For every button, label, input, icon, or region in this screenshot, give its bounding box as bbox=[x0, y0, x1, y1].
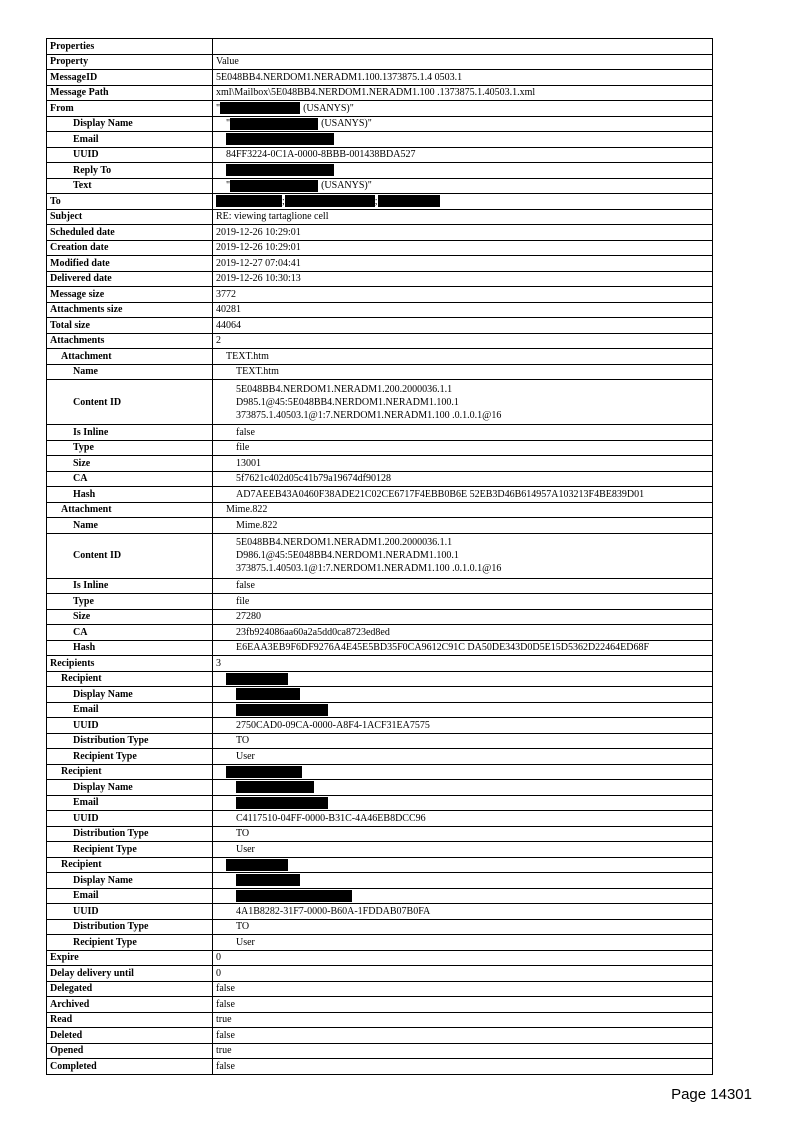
value-text: (USANYS)" bbox=[303, 102, 354, 114]
property-name: Type bbox=[47, 594, 213, 610]
table-row bbox=[47, 533, 713, 578]
table-row bbox=[47, 302, 713, 318]
property-name: UUID bbox=[47, 147, 213, 163]
property-value: Value bbox=[213, 54, 713, 70]
property-value: 3 bbox=[213, 656, 713, 672]
property-value: 2019-12-26 10:29:01 bbox=[213, 225, 713, 241]
table-row bbox=[47, 950, 713, 966]
property-value: true bbox=[213, 1012, 713, 1028]
value-text: (USANYS)" bbox=[321, 118, 372, 130]
table-row bbox=[47, 225, 713, 241]
property-name: Email bbox=[47, 132, 213, 148]
property-value: 40281 bbox=[213, 302, 713, 318]
property-name: Message Path bbox=[47, 85, 213, 101]
table-row bbox=[47, 287, 713, 303]
table-row bbox=[47, 240, 713, 256]
property-name: Subject bbox=[47, 209, 213, 225]
property-name: Name bbox=[47, 364, 213, 380]
property-name: Is Inline bbox=[47, 425, 213, 441]
property-name: Scheduled date bbox=[47, 225, 213, 241]
property-name: Recipient bbox=[47, 764, 213, 780]
property-name: CA bbox=[47, 625, 213, 641]
property-value: 0 bbox=[213, 966, 713, 982]
table-row bbox=[47, 163, 713, 179]
table-row bbox=[47, 1059, 713, 1075]
property-value: C4117510-04FF-0000-B31C-4A46EB8DCC96 bbox=[213, 811, 713, 827]
redaction-box bbox=[236, 781, 314, 793]
table-row bbox=[47, 54, 713, 70]
property-name: Attachments bbox=[47, 333, 213, 349]
table-row bbox=[47, 178, 713, 194]
property-value bbox=[213, 780, 713, 796]
table-row bbox=[47, 888, 713, 904]
property-value: TO bbox=[213, 733, 713, 749]
property-name: Hash bbox=[47, 640, 213, 656]
redaction-box bbox=[378, 195, 440, 207]
property-name: Email bbox=[47, 888, 213, 904]
property-value: 2019-12-26 10:29:01 bbox=[213, 240, 713, 256]
table-row bbox=[47, 966, 713, 982]
table-row bbox=[47, 640, 713, 656]
table-row bbox=[47, 318, 713, 334]
property-value: 27280 bbox=[213, 609, 713, 625]
property-name: Opened bbox=[47, 1043, 213, 1059]
property-value: false bbox=[213, 1059, 713, 1075]
redaction-box bbox=[285, 195, 375, 207]
table-row bbox=[47, 780, 713, 796]
table-row bbox=[47, 702, 713, 718]
property-name: Recipient bbox=[47, 671, 213, 687]
property-value: false bbox=[213, 425, 713, 441]
value-text: " bbox=[216, 102, 221, 114]
property-name: Deleted bbox=[47, 1028, 213, 1044]
table-row bbox=[47, 147, 713, 163]
property-name: Recipient bbox=[47, 857, 213, 873]
property-name: Archived bbox=[47, 997, 213, 1013]
table-row bbox=[47, 502, 713, 518]
table-row bbox=[47, 764, 713, 780]
redaction-box bbox=[236, 890, 352, 902]
property-name: To bbox=[47, 194, 213, 210]
table-row bbox=[47, 425, 713, 441]
table-row bbox=[47, 116, 713, 132]
property-value: AD7AEEB43A0460F38ADE21C02CE6717F4EBB0B6E 52EB3D46B614957A103213F4BE839D01 bbox=[213, 487, 713, 503]
property-value: 2 bbox=[213, 333, 713, 349]
table-row bbox=[47, 1043, 713, 1059]
property-value bbox=[213, 671, 713, 687]
property-value: User bbox=[213, 935, 713, 951]
redaction-box bbox=[226, 859, 288, 871]
table-row bbox=[47, 826, 713, 842]
property-name: Display Name bbox=[47, 687, 213, 703]
property-name: Read bbox=[47, 1012, 213, 1028]
property-name: Total size bbox=[47, 318, 213, 334]
property-value: file bbox=[213, 440, 713, 456]
table-row bbox=[47, 625, 713, 641]
redaction-box bbox=[220, 102, 300, 114]
table-row bbox=[47, 997, 713, 1013]
table-row bbox=[47, 440, 713, 456]
property-value: 3772 bbox=[213, 287, 713, 303]
table-row bbox=[47, 609, 713, 625]
table-row bbox=[47, 671, 713, 687]
property-name: Type bbox=[47, 440, 213, 456]
property-name: Content ID bbox=[47, 380, 213, 425]
property-name: Content ID bbox=[47, 533, 213, 578]
property-name: Display Name bbox=[47, 873, 213, 889]
page-number: Page 14301 bbox=[671, 1086, 752, 1103]
property-value bbox=[213, 132, 713, 148]
property-name: Distribution Type bbox=[47, 826, 213, 842]
property-name: UUID bbox=[47, 811, 213, 827]
property-name: Message size bbox=[47, 287, 213, 303]
property-name: Properties bbox=[47, 39, 213, 55]
table-row bbox=[47, 873, 713, 889]
property-value: false bbox=[213, 1028, 713, 1044]
table-row bbox=[47, 70, 713, 86]
table-row bbox=[47, 380, 713, 425]
property-value bbox=[213, 687, 713, 703]
value-text: " bbox=[226, 180, 231, 192]
property-value: RE: viewing tartaglione cell bbox=[213, 209, 713, 225]
property-value: file bbox=[213, 594, 713, 610]
table-row bbox=[47, 749, 713, 765]
property-name: Recipient Type bbox=[47, 842, 213, 858]
redaction-box bbox=[236, 797, 328, 809]
property-value: 0 bbox=[213, 950, 713, 966]
property-value bbox=[213, 163, 713, 179]
table-row bbox=[47, 209, 713, 225]
table-row bbox=[47, 194, 713, 210]
property-value bbox=[213, 116, 713, 132]
property-value bbox=[213, 795, 713, 811]
redaction-box bbox=[236, 704, 328, 716]
property-name: Recipient Type bbox=[47, 935, 213, 951]
property-value: Mime.822 bbox=[213, 502, 713, 518]
property-value: 23fb924086aa60a2a5dd0ca8723ed8ed bbox=[213, 625, 713, 641]
property-name: Email bbox=[47, 702, 213, 718]
property-value bbox=[213, 194, 713, 210]
property-name: Display Name bbox=[47, 116, 213, 132]
value-text: (USANYS)" bbox=[321, 180, 372, 192]
table-row bbox=[47, 919, 713, 935]
property-name: Completed bbox=[47, 1059, 213, 1075]
property-value: false bbox=[213, 997, 713, 1013]
table-row bbox=[47, 101, 713, 117]
property-value: 2750CAD0-09CA-0000-A8F4-1ACF31EA7575 bbox=[213, 718, 713, 734]
table-row bbox=[47, 981, 713, 997]
property-name: Expire bbox=[47, 950, 213, 966]
property-name: UUID bbox=[47, 718, 213, 734]
property-value: Mime.822 bbox=[213, 518, 713, 534]
redaction-box bbox=[226, 164, 334, 176]
redaction-box bbox=[230, 118, 318, 130]
property-name: CA bbox=[47, 471, 213, 487]
table-row bbox=[47, 271, 713, 287]
properties-table bbox=[46, 38, 713, 1075]
property-value: TO bbox=[213, 919, 713, 935]
property-name: Recipients bbox=[47, 656, 213, 672]
value-text: " bbox=[226, 118, 231, 130]
redaction-box bbox=[236, 874, 300, 886]
table-row bbox=[47, 333, 713, 349]
table-row bbox=[47, 1012, 713, 1028]
property-name: MessageID bbox=[47, 70, 213, 86]
table-row bbox=[47, 594, 713, 610]
property-value: false bbox=[213, 578, 713, 594]
property-name: Creation date bbox=[47, 240, 213, 256]
property-value: true bbox=[213, 1043, 713, 1059]
properties-table-body bbox=[47, 39, 713, 1075]
table-row bbox=[47, 256, 713, 272]
property-value: 5f7621c402d05c41b79a19674df90128 bbox=[213, 471, 713, 487]
property-name: From bbox=[47, 101, 213, 117]
redaction-box bbox=[216, 195, 282, 207]
table-row bbox=[47, 857, 713, 873]
value-line: 373875.1.40503.1@1:7.NERDOM1.NERADM1.100 .0.1.0.1@16 bbox=[236, 409, 502, 421]
property-value: 2019-12-27 07:04:41 bbox=[213, 256, 713, 272]
property-name: Reply To bbox=[47, 163, 213, 179]
property-name: Is Inline bbox=[47, 578, 213, 594]
property-value bbox=[213, 888, 713, 904]
property-name: Delivered date bbox=[47, 271, 213, 287]
table-row bbox=[47, 1028, 713, 1044]
redaction-box bbox=[226, 766, 302, 778]
table-row bbox=[47, 935, 713, 951]
value-line: 373875.1.40503.1@1:7.NERDOM1.NERADM1.100 .0.1.0.1@16 bbox=[236, 563, 502, 574]
redaction-box bbox=[226, 673, 288, 685]
property-value: 2019-12-26 10:30:13 bbox=[213, 271, 713, 287]
property-name: Distribution Type bbox=[47, 733, 213, 749]
property-name: Modified date bbox=[47, 256, 213, 272]
separator: ; bbox=[282, 195, 285, 207]
property-value: 44064 bbox=[213, 318, 713, 334]
property-name: Email bbox=[47, 795, 213, 811]
property-value bbox=[213, 873, 713, 889]
property-value: 84FF3224-0C1A-0000-8BBB-001438BDA527 bbox=[213, 147, 713, 163]
table-row bbox=[47, 656, 713, 672]
table-row bbox=[47, 456, 713, 472]
table-row bbox=[47, 811, 713, 827]
table-row bbox=[47, 85, 713, 101]
property-name: Size bbox=[47, 456, 213, 472]
redaction-box bbox=[230, 180, 318, 192]
value-line: D986.1@45:5E048BB4.NERDOM1.NERADM1.100.1 bbox=[236, 550, 459, 561]
table-row bbox=[47, 487, 713, 503]
table-row bbox=[47, 842, 713, 858]
property-name: Name bbox=[47, 518, 213, 534]
table-row bbox=[47, 471, 713, 487]
table-row bbox=[47, 39, 713, 55]
redaction-box bbox=[236, 688, 300, 700]
property-name: Attachment bbox=[47, 502, 213, 518]
table-row bbox=[47, 904, 713, 920]
property-value bbox=[213, 39, 713, 55]
property-value: TEXT.htm bbox=[213, 349, 713, 365]
property-name: Distribution Type bbox=[47, 919, 213, 935]
table-row bbox=[47, 364, 713, 380]
property-value: TO bbox=[213, 826, 713, 842]
table-row bbox=[47, 687, 713, 703]
property-value: TEXT.htm bbox=[213, 364, 713, 380]
property-value: E6EAA3EB9F6DF9276A4E45E5BD35F0CA9612C91C DA50DE343D0D5E15D5362D22464ED68F bbox=[213, 640, 713, 656]
property-value bbox=[213, 764, 713, 780]
property-value: 4A1B8282-31F7-0000-B60A-1FDDAB07B0FA bbox=[213, 904, 713, 920]
table-row bbox=[47, 132, 713, 148]
property-name: Display Name bbox=[47, 780, 213, 796]
property-name: Delegated bbox=[47, 981, 213, 997]
value-line: 5E048BB4.NERDOM1.NERADM1.200.2000036.1.1 bbox=[236, 537, 453, 548]
property-value: User bbox=[213, 842, 713, 858]
redaction-box bbox=[226, 133, 334, 145]
property-name: Attachment bbox=[47, 349, 213, 365]
property-name: Size bbox=[47, 609, 213, 625]
table-row bbox=[47, 578, 713, 594]
value-line: D985.1@45:5E048BB4.NERDOM1.NERADM1.100.1 bbox=[236, 396, 459, 408]
property-value: xml\Mailbox\5E048BB4.NERDOM1.NERADM1.100 .1373875.1.40503.1.xml bbox=[213, 85, 713, 101]
property-value bbox=[213, 702, 713, 718]
property-value bbox=[213, 380, 713, 425]
property-name: Hash bbox=[47, 487, 213, 503]
value-line: 5E048BB4.NERDOM1.NERADM1.200.2000036.1.1 bbox=[236, 383, 453, 395]
property-value bbox=[213, 178, 713, 194]
property-value: User bbox=[213, 749, 713, 765]
property-name: Attachments size bbox=[47, 302, 213, 318]
property-value: 13001 bbox=[213, 456, 713, 472]
table-row bbox=[47, 733, 713, 749]
property-name: Text bbox=[47, 178, 213, 194]
property-value: false bbox=[213, 981, 713, 997]
separator: ; bbox=[374, 195, 378, 207]
property-name: Recipient Type bbox=[47, 749, 213, 765]
property-name: Delay delivery until bbox=[47, 966, 213, 982]
property-value bbox=[213, 533, 713, 578]
table-row bbox=[47, 795, 713, 811]
table-row bbox=[47, 518, 713, 534]
property-name: Property bbox=[47, 54, 213, 70]
table-row bbox=[47, 349, 713, 365]
property-value bbox=[213, 101, 713, 117]
property-name: UUID bbox=[47, 904, 213, 920]
property-value: 5E048BB4.NERDOM1.NERADM1.100.1373875.1.4 0503.1 bbox=[213, 70, 713, 86]
property-value bbox=[213, 857, 713, 873]
table-row bbox=[47, 718, 713, 734]
